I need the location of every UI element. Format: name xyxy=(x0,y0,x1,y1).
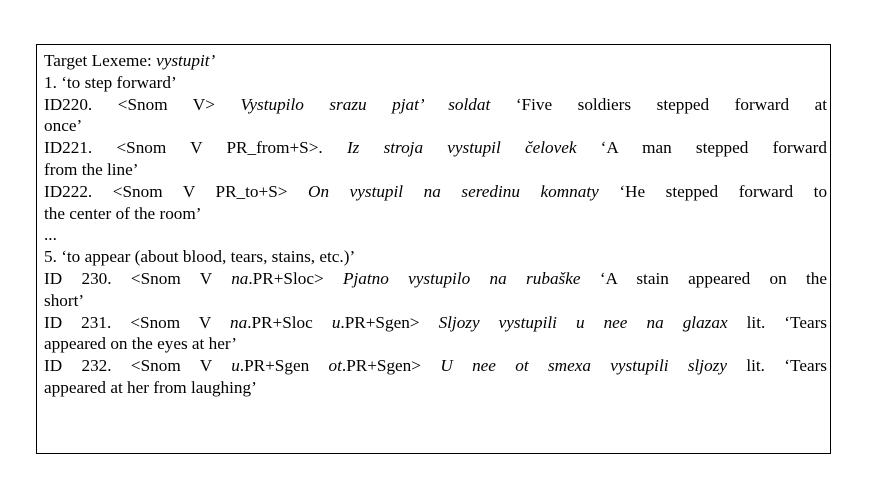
sense-1-heading: 1. ‘to step forward’ xyxy=(44,72,177,92)
example-pattern: <Snom V PR_to+S> xyxy=(112,181,288,201)
example-pattern xyxy=(131,269,324,288)
example-gloss: lit. ‘Tears xyxy=(746,312,827,332)
pattern-preposition: u xyxy=(231,356,240,376)
example-id: ID220. xyxy=(44,94,93,114)
example-gloss: ‘A stain appeared on the xyxy=(599,268,828,288)
example-gloss-continuation: appeared at her from laughing’ xyxy=(44,377,257,397)
example-gloss: ‘Five soldiers stepped forward at xyxy=(515,94,828,114)
example-sentence: Pjatno vystupilo na rubaške xyxy=(342,268,581,288)
sense-5-heading: 5. ‘to appear (about blood, tears, stains, etc.)’ xyxy=(44,247,356,267)
ellipsis: ... xyxy=(44,225,57,245)
example-line xyxy=(44,355,827,377)
example-id: ID 232. xyxy=(44,356,112,376)
lexeme-entry-box xyxy=(36,44,831,454)
example-sentence: U nee ot smexa vystupili sljozy xyxy=(440,356,727,376)
pattern-text: .PR+Sgen xyxy=(239,356,329,376)
target-lexeme-line xyxy=(44,50,824,72)
pattern-text: .PR+Sloc> xyxy=(248,268,324,288)
example-gloss-continuation: appeared on the eyes at her’ xyxy=(44,334,237,354)
example-line xyxy=(44,94,827,116)
example-id: ID221. xyxy=(44,138,93,158)
example-sentence: Iz stroja vystupil čelovek xyxy=(346,138,577,158)
target-lexeme-word: vystupit’ xyxy=(156,51,216,70)
pattern-text: .PR+Sgen> xyxy=(340,312,420,332)
pattern-preposition: ot xyxy=(328,356,342,376)
target-lexeme-label: Target Lexeme: xyxy=(44,51,157,70)
pattern-preposition: u xyxy=(331,312,341,332)
example-gloss-continuation: the center of the room’ xyxy=(44,203,202,223)
pattern-text: .PR+Sgen> xyxy=(341,356,421,376)
example-pattern xyxy=(131,356,421,375)
pattern-preposition: na xyxy=(231,268,249,288)
example-line xyxy=(44,268,827,290)
example-pattern xyxy=(130,313,419,332)
example-gloss-continuation: once’ xyxy=(44,116,83,136)
example-pattern: <Snom V> xyxy=(117,94,215,114)
example-line xyxy=(44,181,827,203)
pattern-text: <Snom V xyxy=(130,268,232,288)
example-gloss-continuation: from the line’ xyxy=(44,159,139,179)
example-gloss: lit. ‘Tears xyxy=(746,356,827,376)
example-id: ID222. xyxy=(44,181,93,201)
example-id: ID 231. xyxy=(44,312,112,332)
example-sentence: Sljozy vystupili u nee na glazax xyxy=(438,312,728,332)
example-sentence: On vystupil na seredinu komnaty xyxy=(308,181,599,201)
example-line xyxy=(44,312,827,334)
example-gloss-continuation: short’ xyxy=(44,290,85,310)
example-gloss: ‘He stepped forward to xyxy=(619,181,828,201)
example-id: ID 230. xyxy=(44,268,112,288)
example-line xyxy=(44,137,827,159)
pattern-preposition: na xyxy=(230,312,248,332)
pattern-text: .PR+Sloc xyxy=(247,312,332,332)
example-pattern: <Snom V PR_from+S>. xyxy=(116,138,323,158)
example-gloss: ‘A man stepped forward xyxy=(600,138,827,158)
pattern-text: <Snom V xyxy=(130,356,232,376)
pattern-text: <Snom V xyxy=(130,312,231,332)
example-sentence: Vystupilo srazu pjat’ soldat xyxy=(240,94,491,114)
